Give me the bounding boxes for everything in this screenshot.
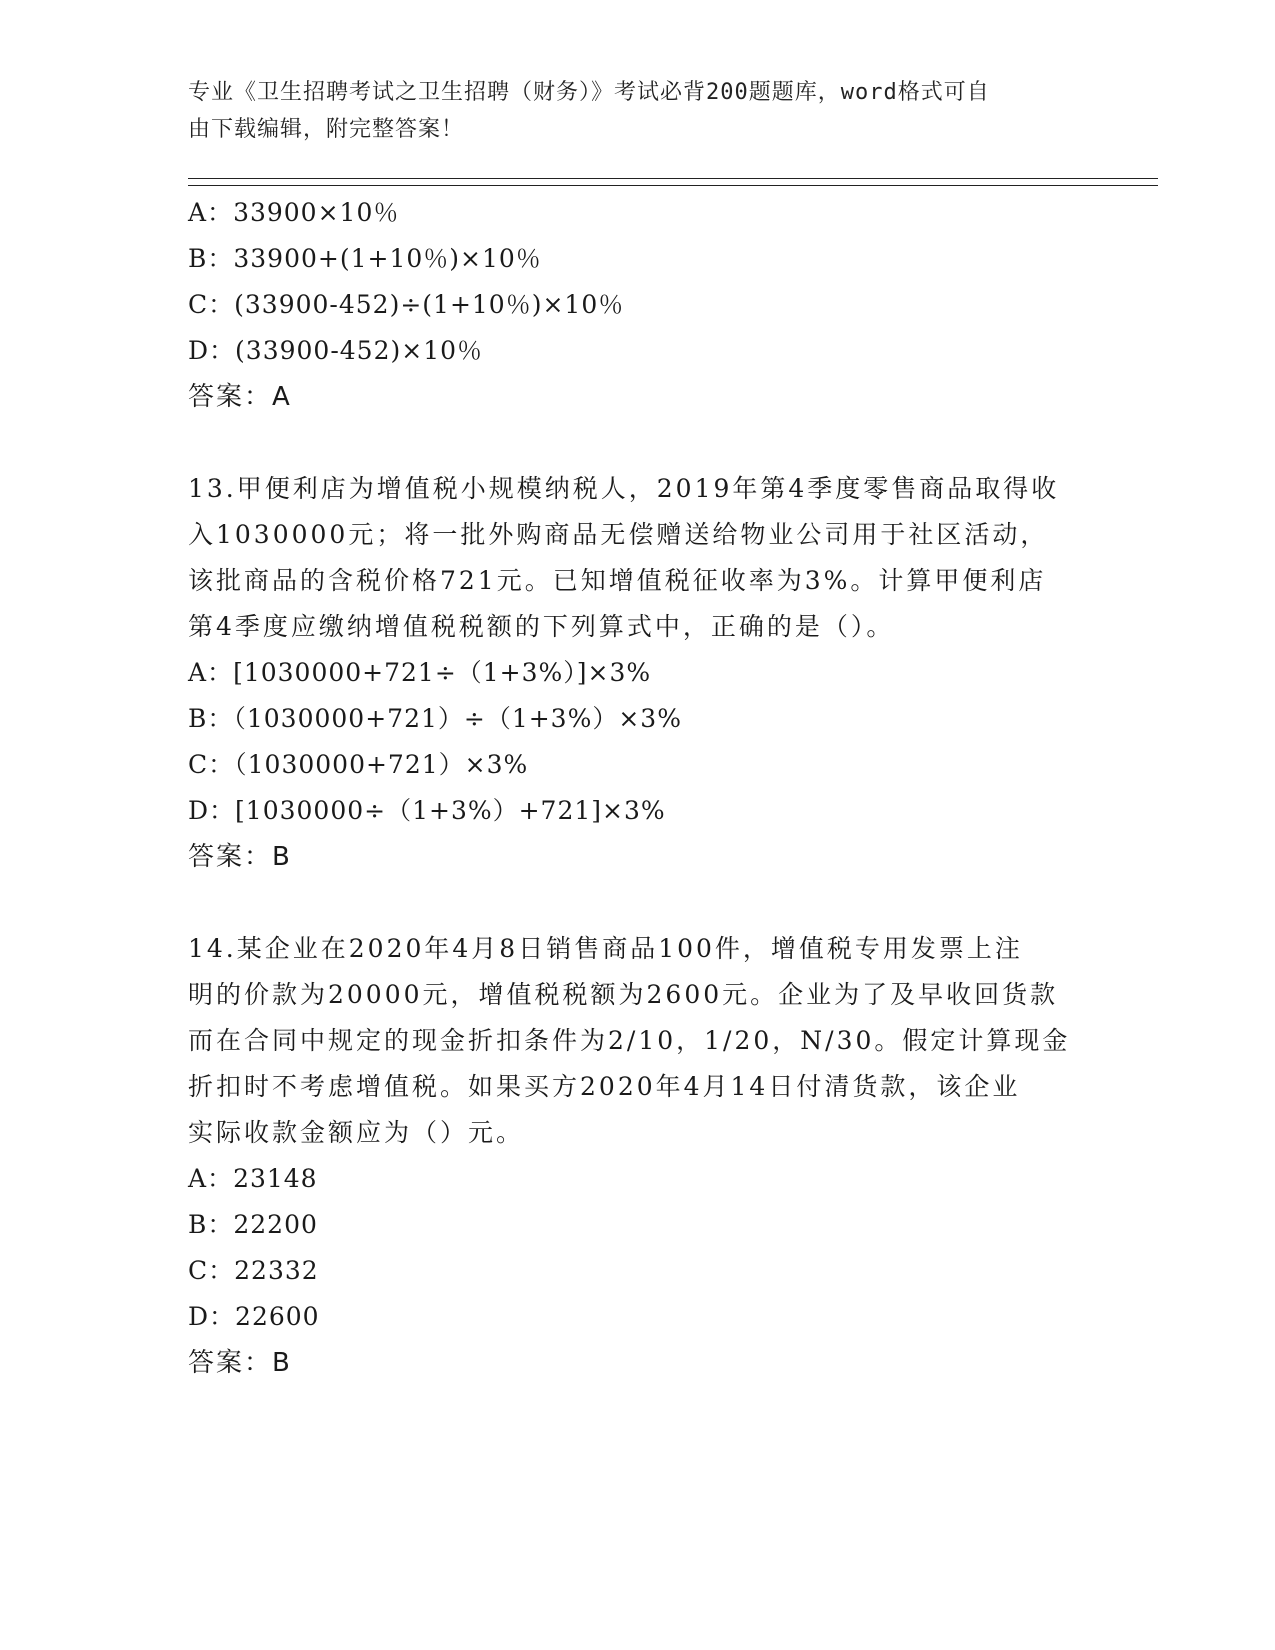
question-13 (188, 466, 1118, 880)
header-double-rule (188, 178, 1158, 186)
question-14 (188, 926, 1118, 1386)
option-b: B：（1030000+721）÷（1+3%）×3% (188, 704, 682, 733)
answer: 答案：B (188, 842, 292, 872)
document-body (188, 190, 1118, 1386)
option-a: A：23148 (188, 1164, 318, 1193)
header-line-2: 由下载编辑，附完整答案！ (188, 117, 465, 142)
question-text-line: 13.甲便利店为增值税小规模纳税人，2019年第4季度零售商品取得收 (188, 474, 1060, 503)
question-text-line: 实际收款金额应为（）元。 (188, 1118, 525, 1147)
question-text-line: 第4季度应缴纳增值税税额的下列算式中，正确的是（）。 (188, 612, 895, 641)
spacer (188, 880, 1118, 926)
answer: 答案：B (188, 1348, 292, 1378)
document-header (188, 74, 1088, 148)
option-b: B：33900+(1+10％)×10％ (188, 244, 542, 273)
question-12 (188, 190, 1118, 420)
option-d: D：(33900-452)×10％ (188, 336, 484, 365)
option-c: C：（1030000+721）×3% (188, 750, 529, 779)
question-text-line: 14.某企业在2020年4月8日销售商品100件，增值税专用发票上注 (188, 934, 1023, 963)
question-text-line: 折扣时不考虑增值税。如果买方2020年4月14日付清货款，该企业 (188, 1072, 1021, 1101)
option-a: A：[1030000+721÷（1+3%）]×3% (188, 658, 652, 687)
question-text (188, 466, 1088, 650)
question-text-line: 入1030000元；将一批外购商品无偿赠送给物业公司用于社区活动， (188, 520, 1049, 549)
option-d: D：[1030000÷（1+3%）+721]×3% (188, 796, 666, 825)
answer: 答案：A (188, 382, 292, 412)
option-d: D：22600 (188, 1302, 320, 1331)
question-text-line: 明的价款为20000元，增值税税额为2600元。企业为了及早收回货款 (188, 980, 1059, 1009)
option-a: A：33900×10％ (188, 198, 400, 227)
option-c: C：22332 (188, 1256, 319, 1285)
header-line-1: 专业《卫生招聘考试之卫生招聘（财务）》考试必背200题题库，word格式可自 (188, 80, 990, 105)
question-text-line: 该批商品的含税价格721元。已知增值税征收率为3%。计算甲便利店 (188, 566, 1047, 595)
question-text-line: 而在合同中规定的现金折扣条件为2/10，1/20，N/30。假定计算现金 (188, 1026, 1071, 1055)
option-c: C：(33900-452)÷(1+10％)×10％ (188, 290, 625, 319)
spacer (188, 420, 1118, 466)
question-text (188, 926, 1088, 1156)
option-b: B：22200 (188, 1210, 318, 1239)
